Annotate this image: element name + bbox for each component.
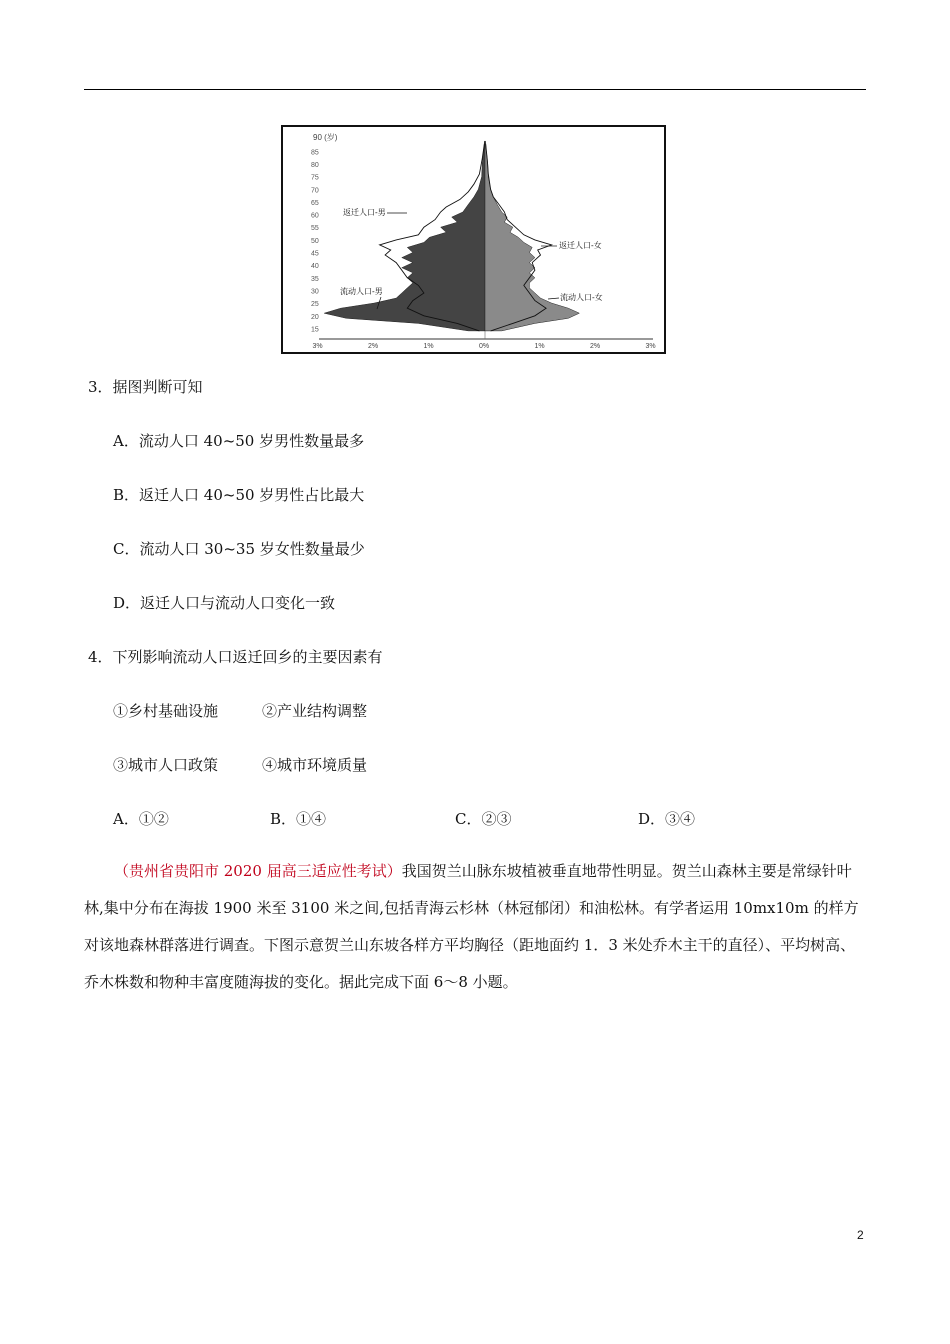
x-tick-label: 0%	[479, 343, 490, 350]
floating-male-area	[324, 141, 485, 331]
q3-option-c: C．流动人口 30~35 岁女性数量最少	[113, 540, 365, 558]
population-pyramid-figure	[281, 125, 666, 354]
page-number: 2	[857, 1228, 864, 1242]
q4-item-4: ④城市环境质量	[262, 756, 368, 774]
floating-female-area	[485, 141, 579, 331]
q4-item-3: ③城市人口政策	[113, 756, 219, 774]
header-rule	[84, 89, 866, 90]
x-tick-label: 2%	[590, 343, 601, 350]
y-tick-label: 25	[311, 301, 319, 309]
q4-option-c: C．②③	[455, 810, 512, 828]
y-tick-label: 55	[311, 225, 319, 233]
x-tick-label: 3%	[645, 343, 656, 350]
passage	[84, 853, 869, 1001]
q3-option-d: D．返迁人口与流动人口变化一致	[113, 594, 336, 612]
label-return-female: 返迁人口-女	[559, 241, 602, 250]
x-tick-label: 2%	[368, 343, 379, 350]
q3-option-b: B．返迁人口 40~50 岁男性占比最大	[113, 486, 365, 504]
label-floating-female: 流动人口-女	[560, 293, 603, 302]
y-tick-label: 40	[311, 263, 319, 271]
x-tick-label: 1%	[534, 343, 545, 350]
y-tick-label: 20	[311, 313, 319, 321]
q3-option-a: A．流动人口 40~50 岁男性数量最多	[113, 432, 365, 450]
leader-floating-female	[548, 298, 559, 299]
q4-item-1: ①乡村基础设施	[113, 702, 219, 720]
x-tick-label: 3%	[312, 343, 323, 350]
y-tick-label: 75	[311, 174, 319, 182]
y-tick-label: 50	[311, 237, 319, 245]
q4-stem: 4．下列影响流动人口返迁回乡的主要因素有	[88, 648, 383, 666]
y-tick-label: 65	[311, 199, 319, 207]
y-tick-label: 85	[311, 149, 319, 157]
q3-stem: 3．据图判断可知	[88, 378, 203, 396]
y-tick-label: 15	[311, 326, 319, 334]
pyramid-chart	[283, 127, 664, 352]
passage-source: （贵州省贵阳市 2020 届高三适应性考试）	[114, 862, 402, 880]
y-tick-label: 35	[311, 275, 319, 283]
label-return-male: 返迁人口-男	[343, 208, 386, 217]
y-tick-label: 80	[311, 161, 319, 169]
y-tick-label: 45	[311, 250, 319, 258]
q4-option-d: D．③④	[638, 810, 696, 828]
y-tick-label: 60	[311, 212, 319, 220]
q4-option-a: A．①②	[113, 810, 169, 828]
y-tick-label: 70	[311, 187, 319, 195]
q4-option-b: B．①④	[270, 810, 327, 828]
q4-item-2: ②产业结构调整	[262, 702, 368, 720]
x-tick-label: 1%	[423, 343, 434, 350]
label-floating-male: 流动人口-男	[340, 287, 383, 296]
passage-text: 我国贺兰山脉东坡植被垂直地带性明显。贺兰山森林主要是常绿针叶林,集中分布在海拔 1900 米至 3100 米之间,包括青海云杉林（林冠郁闭）和油松林。有学者运用 10mx10m 的样方对该地森林群落进行调查。下图示意贺兰山东坡各样方平均胸径（距地面约 1．3 米处乔木主干的直径）、平均树高、乔木株数和物种丰富度随海拔的变化。据此完成下面 6～8 小题。	[84, 862, 859, 991]
y-tick-label: 30	[311, 288, 319, 296]
y-unit-label: 90 (岁)	[313, 133, 338, 142]
